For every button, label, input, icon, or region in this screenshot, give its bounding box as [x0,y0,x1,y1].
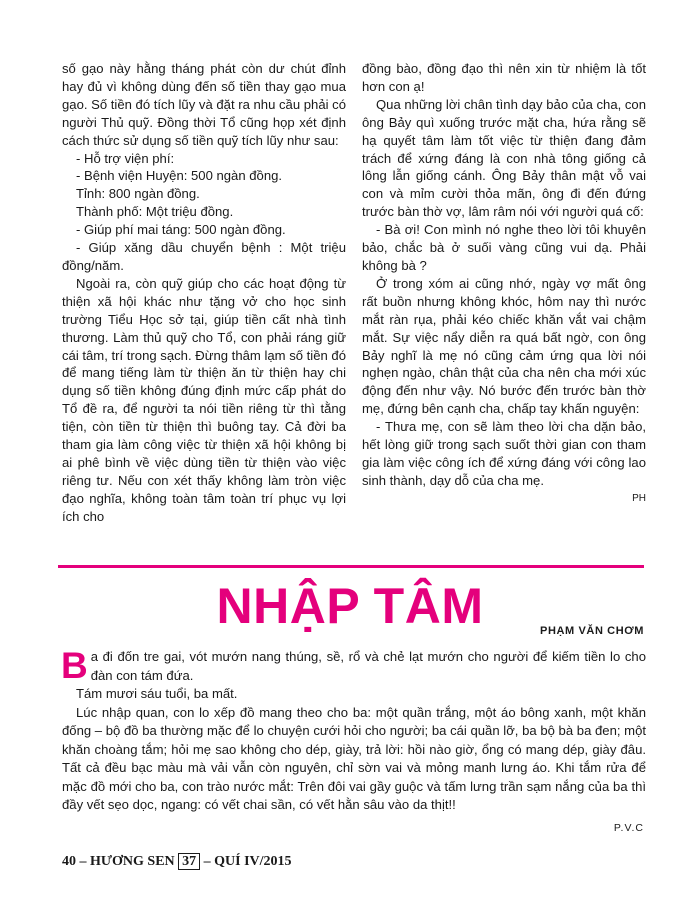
article-body [61,645,646,815]
paragraph: Ở trong xóm ai cũng nhớ, ngày vợ mất ông rất buồn nhưng không khóc, hôm nay thì nước mắt ràn rụa, phải kéo chiếc khăn vắt vai chậm mắt. Sự việc nẩy diễn ra quá bất ngờ, con ông Bảy nghĩ là mẹ nó cũng cảm ứng qua lời nói nghẹn ngào, chân thật của cha nên cha mới xúc động đến như vậy. Nó bước đến trước bàn thờ mẹ, đứng bên cạnh cha, chấp tay khấn nguyện: [362,275,646,417]
article-title: NHẬP TÂM [216,578,484,634]
paragraph-text: a đi đốn tre gai, vót mướn nang thúng, sề, rổ và chẻ lạt mướn cho người để kiếm tiền lo cho đàn con tám đứa. [90,649,646,683]
list-item: - Hỗ trợ viện phí: [76,150,175,166]
paragraph: số gạo này hằng tháng phát còn dư chút đỉnh hay đủ vì không dùng đến số tiền thay gạo mua gạo. Số tiền đó tích lũy và đặt ra nhu cầu phải có người Thủ quỹ. Đồng thời Tổ cũng họp xét định cách thức sử dụng số tiền quỹ tích lũy như sau: [62,61,346,148]
paragraph: đồng bào, đồng đạo thì nên xin từ nhiệm là tốt hơn con ạ! [362,61,646,94]
list-item: - Giúp xăng dầu chuyển bệnh : Một triệu đồng/năm. [62,240,346,273]
page-number: 40 [62,854,76,869]
page-footer [62,853,292,870]
paragraph: Tám mươi sáu tuổi, ba mất. [76,686,238,701]
drop-cap: B [61,645,88,686]
paragraph: Qua những lời chân tình dạy bảo của cha, con ông Bảy quì xuống trước mặt cha, hứa rằng sẽ hạ quyết tâm làm tốt việc từ thiện đang đảm trách để xứng đáng là con nhà tông giống cả lông lẫn giống cánh. Ông Bảy thân mật vỗ vai con và mỉm cười thỏa mãn, ông đi đến đứng trước bàn thờ vợ, lâm râm nói với người quá cố: [362,96,646,220]
list-item: - Giúp phí mai táng: 500 ngàn đồng. [76,222,286,238]
list-item: Thành phố: Một triệu đồng. [76,204,234,220]
footer-text: – HƯƠNG SEN [76,854,179,869]
author-byline: PHẠM VĂN CHƠM [540,625,644,637]
paragraph: - Bà ơi! Con mình nó nghe theo lời tôi khuyên bảo, chắc bà ở suối vàng cũng vui dạ. Phải không bà ? [362,222,646,273]
footer-text: – QUÍ IV/2015 [200,854,292,869]
list-item: Tỉnh: 800 ngàn đồng. [76,186,200,202]
paragraph [61,645,646,686]
list-item: - Bệnh viện Huyện: 500 ngàn đồng. [76,168,283,184]
signature: PH [632,492,646,504]
paragraph: Lúc nhập quan, con lo xếp đồ mang theo cho ba: một quần trắng, một áo bông xanh, một khăn đống – bộ đồ ba thường mặc để lo chuyện cưới hỏi cho người; ba cái quần lỡ, ba bộ bà ba đen; một khăn choàng tắm; hỏi mẹ sao không cho dép, giày, trả lời: hồi nào giờ, ổng có mang dép, giày đâu. Tất cả đều bạc màu mà vải vẫn còn nguyên, chỉ sờn vai và mỏng manh lưng áo. Khi tắm rửa để mặc đồ mới cho ba, con trào nước mắt: Trên đôi vai gầy guộc và tấm lưng trần sạm nắng của ba thì đầy vết sẹo dọc, ngang: có vết chai sần, có vết hằn sâu vào da thịt!! [62,704,646,812]
section-divider [58,565,644,568]
paragraph: Ngoài ra, còn quỹ giúp cho các hoạt động từ thiện xã hội khác như tặng vở cho học sinh trường Tiểu Học sở tại, giúp tiền cất nhà tình thương. Làm thủ quỹ cho Tổ, con phải ráng giữ cái tâm, trí trong sạch. Đừng thâm lạm số tiền đó để mang tiếng làm từ thiện ăn từ thiện hay chi dụng số tiền không đúng định mức cấp phát do Tổ đề ra, để người ta nói tiền riêng từ thì tằng tiện, còn tiền từ thiện thì buông tay. Cả đời ba tham gia làm công việc từ thiện xã hội không bị ai phê bình về việc dùng tiền từ thiện vào việc riêng tư. Nếu con xét thấy không làm tròn việc đạo nghĩa, không toàn tâm toàn trí phục vụ lợi ích cho [62,275,346,524]
right-column [362,60,646,506]
issue-number: 37 [178,853,200,870]
paragraph: - Thưa mẹ, con sẽ làm theo lời cha dặn bảo, hết lòng giữ trong sạch suốt thời gian con tham gia làm việc công ích để xứng đáng với công lao sinh thành, dạy dỗ của cha mẹ. [362,419,646,488]
signature: P.V.C [613,822,644,834]
left-column [62,60,346,526]
